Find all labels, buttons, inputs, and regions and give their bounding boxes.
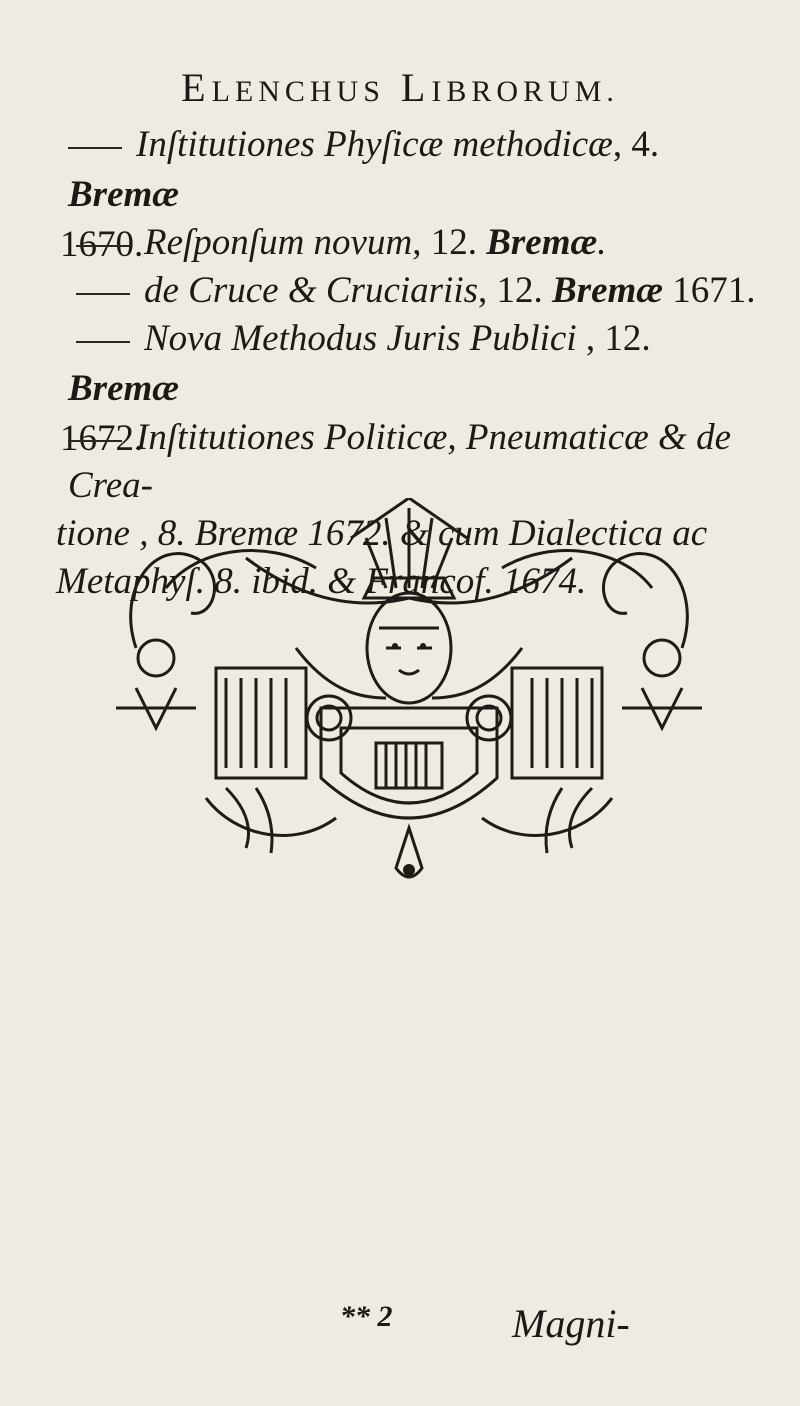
heading-initial-1: E — [181, 65, 212, 110]
entry-year: . — [597, 222, 607, 263]
entry-place: Bremæ — [68, 174, 179, 215]
page-heading — [0, 64, 800, 111]
entry-place: Bremæ — [486, 222, 598, 263]
heading-word-2: IBRORUM. — [431, 75, 619, 108]
entry-title-line-3: Metaphyſ. 8. ibid. & Francof. 1674. — [56, 561, 587, 602]
dash-rule — [76, 293, 130, 295]
entry-title: Inſtitutiones Phyſicæ methodicæ — [136, 124, 613, 165]
entry-year: 1671. — [663, 270, 756, 311]
dash-rule — [76, 341, 130, 343]
heading-word-1: LENCHUS — [211, 75, 385, 108]
heading-initial-2: L — [400, 65, 432, 110]
entry-title-line-2: tione , 8. Bremæ 1672. & cum Dialectica ac — [56, 513, 708, 554]
entry-title: Nova Methodus Juris Publici — [144, 318, 577, 359]
entry-title-line-1: Inſtitutiones Politicæ, Pneumaticæ & de Crea- — [68, 417, 731, 506]
entry-format: , 4. — [612, 124, 660, 165]
entry-year: 1670. — [60, 224, 144, 265]
entry-place: Bremæ — [552, 270, 664, 311]
entry-format: , 12. — [478, 270, 553, 311]
entry-place: Bremæ — [68, 368, 179, 409]
entry-format: , 12. — [412, 222, 487, 263]
entry-2 — [68, 218, 768, 268]
dash-rule — [68, 440, 122, 442]
entry-title: de Cruce & Cruciariis — [144, 270, 479, 311]
entry-format: , 12. — [576, 318, 651, 359]
entry-year: 1672. — [60, 418, 144, 459]
signature-mark: ** 2 — [340, 1300, 393, 1333]
entry-title: Reſponſum novum — [144, 222, 413, 263]
headpiece-ornament-icon — [96, 498, 722, 886]
dash-rule — [68, 147, 122, 149]
catchword: Magni- — [512, 1301, 630, 1346]
dash-rule — [76, 245, 130, 247]
entry-3 — [68, 266, 768, 316]
